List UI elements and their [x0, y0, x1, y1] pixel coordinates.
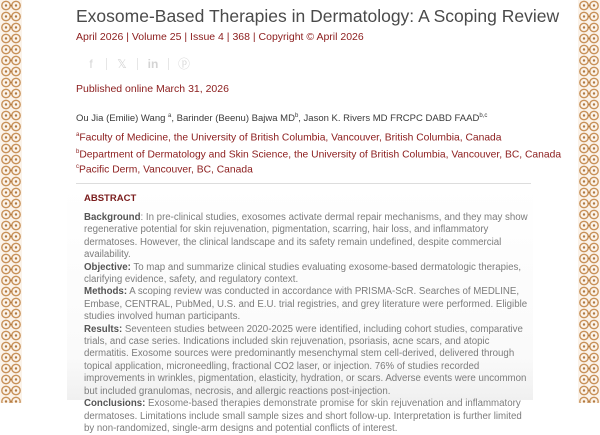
affiliation: $^c$Pacific Derm, Vancouver, BC, Canada	[76, 164, 253, 176]
affiliation: $^b$Department of Dermatology and Skin Science, the University of British Columbia, Vancouver, BC, Canada	[76, 149, 562, 161]
article-title: Exosome-Based Therapies in Dermatology: A Scoping Review	[76, 6, 560, 26]
divider	[76, 183, 531, 184]
author-name[interactable]: Ou Jia (Emilie) Wang	[76, 113, 169, 125]
share-bar	[76, 55, 199, 72]
linkedin-icon[interactable]: in	[147, 56, 159, 71]
author-list	[76, 113, 487, 124]
decorative-border-right	[578, 0, 600, 403]
author-sup: a	[168, 113, 172, 119]
abstract-methods: Methods: A scoping review was conducted in accordance with PRISMA-ScR. Searches of MEDLINE, Embase, CENTRAL, PubMed, U.S. and E.U. trial registries, and grey literature were performed. Eligible studies involved human participants.	[84, 286, 528, 323]
abstract-objective: Objective: To map and summarize clinical studies evaluating exosome-based dermatologic therapies, clarifying evidence, safety, and regulatory context.	[84, 261, 522, 286]
author-name[interactable]: , Barinder (Beenu) Bajwa MD	[171, 113, 295, 125]
affiliation: $^a$Faculty of Medicine, the University of British Columbia, Vancouver, British Columbia, Canada	[76, 132, 502, 144]
abstract-results: Results: Seventeen studies between 2020-2025 were identified, including cohort studies, comparative trials, and case series. Indications included skin rejuvenation, psoriasis, acne scars, and atopic dermatitis. Exosome sources were predominantly mesenchymal stem cell-derived, delivered through topical application, microneedling, fractional CO2 laser, or injection. 76% of studies recorded improvements in wrinkles, pigmentation, elasticity, hydration, or scars. Adverse events were uncommon but included granulomas, necrosis, and allergic reactions post-injection.	[84, 323, 527, 397]
facebook-icon[interactable]: f	[89, 56, 93, 71]
pinterest-icon[interactable]: ⓟ	[177, 57, 190, 71]
issue-meta: April 2026 | Volume 25 | Issue 4 | 368 | Copyright © April 2026	[76, 31, 364, 43]
x-icon[interactable]: 𝕏	[117, 56, 127, 71]
abstract-background: Background: In pre-clinical studies, exosomes activate dermal repair mechanisms, and they may show regenerative potential for skin rejuvenation, pigmentation, scarring, hair loss, and inflammatory dermatoses. However, the clinical landscape and its safety remain undefined, despite commercial availability.	[84, 212, 528, 261]
published-date: Published online March 31, 2026	[76, 83, 229, 95]
abstract-body	[84, 212, 534, 435]
author-name[interactable]: , Jason K. Rivers MD FRCPC DABD FAAD	[298, 113, 480, 125]
abstract-conclusions: Conclusions: Exosome-based therapies demonstrate promise for skin rejuvenation and inflammatory dermatoses. Limitations include small sample sizes and short follow-up. Interpretation is further limited by non-randomized, single-arm designs and potential conflicts of interest.	[84, 398, 522, 434]
author-sup: b,c	[479, 113, 488, 119]
abstract-heading: ABSTRACT	[84, 193, 137, 204]
decorative-border-left	[0, 0, 22, 403]
author-sup: b	[294, 113, 299, 119]
